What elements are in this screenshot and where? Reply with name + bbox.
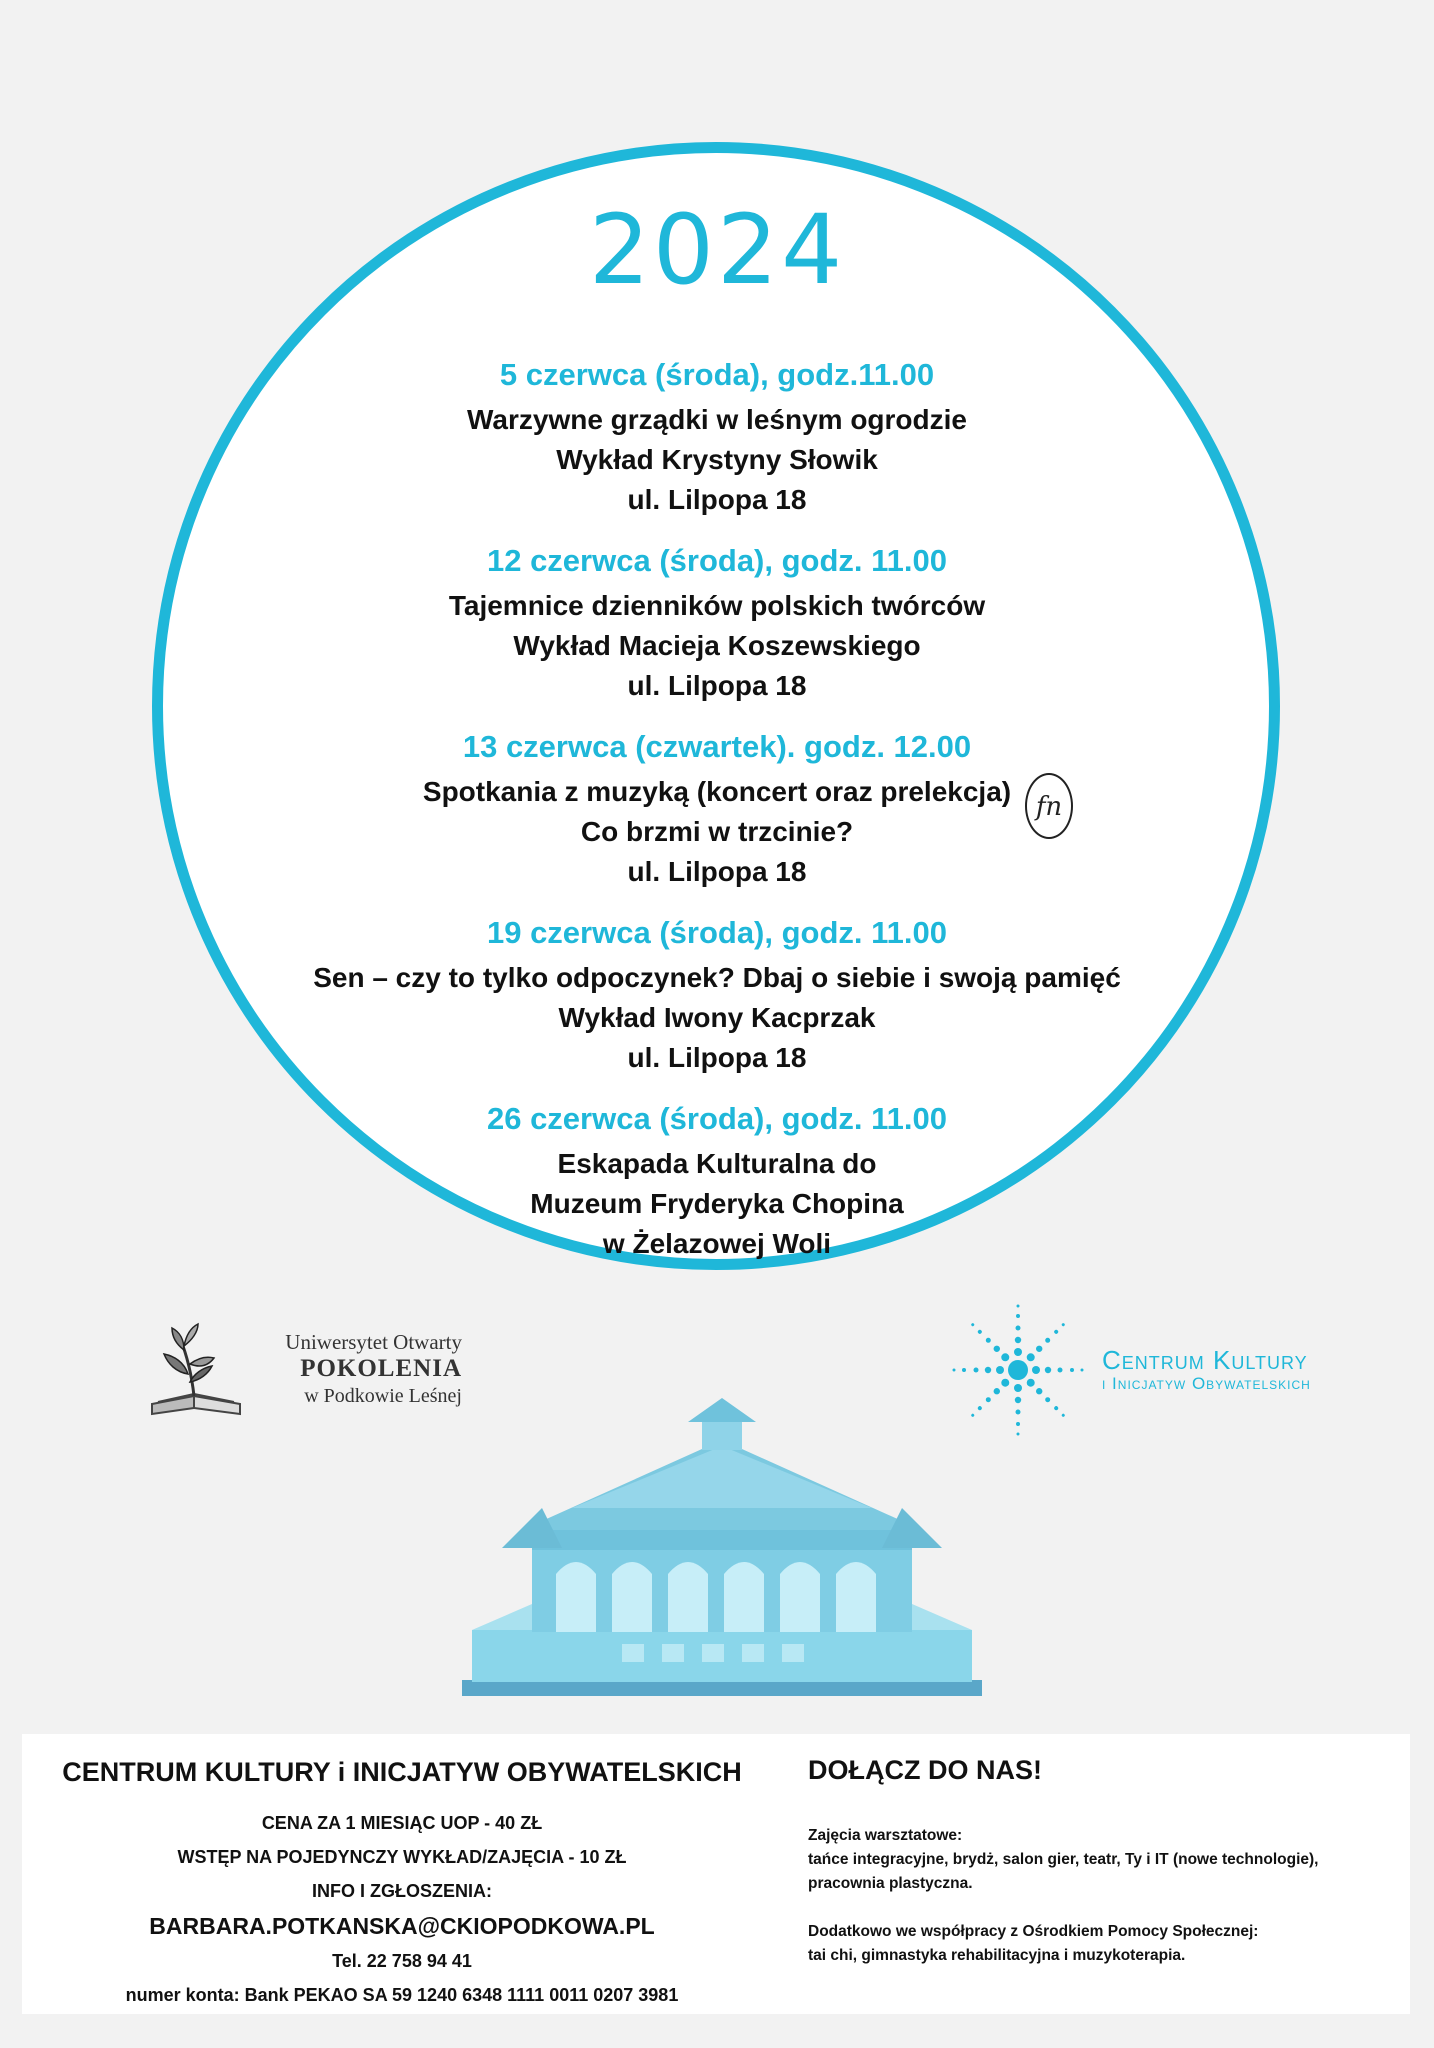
event-title: Spotkania z muzyką (koncert oraz prelekcja) <box>422 776 1012 807</box>
info-title: CENTRUM KULTURY i INICJATYW OBYWATELSKICH <box>62 1757 742 1787</box>
price-month: CENA ZA 1 MIESIĄC UOP - 40 ZŁ <box>261 1813 543 1833</box>
info-label: INFO I ZGŁOSZENIA: <box>312 1881 492 1901</box>
uop-logo-line1: Uniwersytet Otwarty <box>285 1330 462 1354</box>
event-location: ul. Lilpopa 18 <box>627 670 807 701</box>
event-title: Tajemnice dzienników polskich twórców <box>448 590 986 621</box>
extra-text: tai chi, gimnastyka rehabilitacyjna i muzykoterapia. <box>808 1947 1186 1964</box>
ck-logo-line2: i Inicjatyw Obywatelskich <box>1102 1374 1311 1393</box>
event-item <box>0 724 1434 892</box>
fn-logo-text: fn <box>1035 792 1063 822</box>
event-subtitle: Wykład Iwony Kacprzak <box>558 1002 876 1033</box>
event-date: 5 czerwca (środa), godz.11.00 <box>499 357 935 392</box>
fn-logo-icon <box>1025 773 1073 839</box>
event-subtitle: Wykład Macieja Koszewskiego <box>513 630 921 661</box>
ck-logo-line1: Centrum Kultury <box>1102 1345 1308 1375</box>
event-title: Warzywne grządki w leśnym ogrodzie <box>467 404 967 435</box>
event-title: Eskapada Kulturalna do <box>557 1148 877 1179</box>
events-list <box>0 352 1434 1282</box>
uop-logo-line2: POKOLENIA <box>300 1355 462 1382</box>
event-location: w Żelazowej Woli <box>602 1228 832 1259</box>
bank-account: numer konta: Bank PEKAO SA 59 1240 6348 1111 0011 0207 3981 <box>125 1985 679 2005</box>
year-heading: 2024 <box>588 194 846 306</box>
uop-logo <box>140 1318 470 1418</box>
event-location: ul. Lilpopa 18 <box>627 484 807 515</box>
workshops-label: Zajęcia warsztatowe: <box>808 1827 963 1844</box>
info-box <box>22 1734 1410 2014</box>
event-subtitle: Co brzmi w trzcinie? <box>580 816 854 847</box>
event-item <box>0 910 1434 1078</box>
event-item <box>0 1096 1434 1264</box>
event-location: ul. Lilpopa 18 <box>627 1042 807 1073</box>
join-title: DOŁĄCZ DO NAS! <box>808 1755 1042 1785</box>
book-plant-icon <box>140 1318 252 1418</box>
workshops-line1: tańce integracyjne, brydż, salon gier, teatr, Ty i IT (nowe technologie), <box>808 1851 1319 1868</box>
event-title: Sen – czy to tylko odpoczynek? Dbaj o siebie i swoją pamięć <box>313 962 1121 993</box>
extra-label: Dodatkowo we współpracy z Ośrodkiem Pomocy Społecznej: <box>808 1923 1259 1940</box>
contact-section <box>22 1734 782 2012</box>
price-single: WSTĘP NA POJEDYNCZY WYKŁAD/ZAJĘCIA - 10 ZŁ <box>177 1847 627 1867</box>
event-date: 13 czerwca (czwartek). godz. 12.00 <box>462 729 972 764</box>
event-location: ul. Lilpopa 18 <box>627 856 807 887</box>
event-date: 12 czerwca (środa), godz. 11.00 <box>486 543 948 578</box>
contact-phone: Tel. 22 758 94 41 <box>332 1951 472 1971</box>
event-date: 19 czerwca (środa), godz. 11.00 <box>486 915 948 950</box>
event-item <box>0 538 1434 706</box>
building-illustration <box>462 1398 982 1698</box>
event-item <box>0 352 1434 520</box>
uop-logo-line3: w Podkowie Leśnej <box>304 1385 462 1407</box>
event-subtitle: Wykład Krystyny Słowik <box>556 444 878 475</box>
event-date: 26 czerwca (środa), godz. 11.00 <box>486 1101 948 1136</box>
event-subtitle: Muzeum Fryderyka Chopina <box>530 1188 904 1219</box>
join-section <box>808 1734 1398 1968</box>
contact-email[interactable]: BARBARA.POTKANSKA@CKIOPODKOWA.PL <box>149 1913 655 1939</box>
workshops-line2: pracownia plastyczna. <box>808 1875 973 1892</box>
ck-logo <box>950 1300 1350 1440</box>
